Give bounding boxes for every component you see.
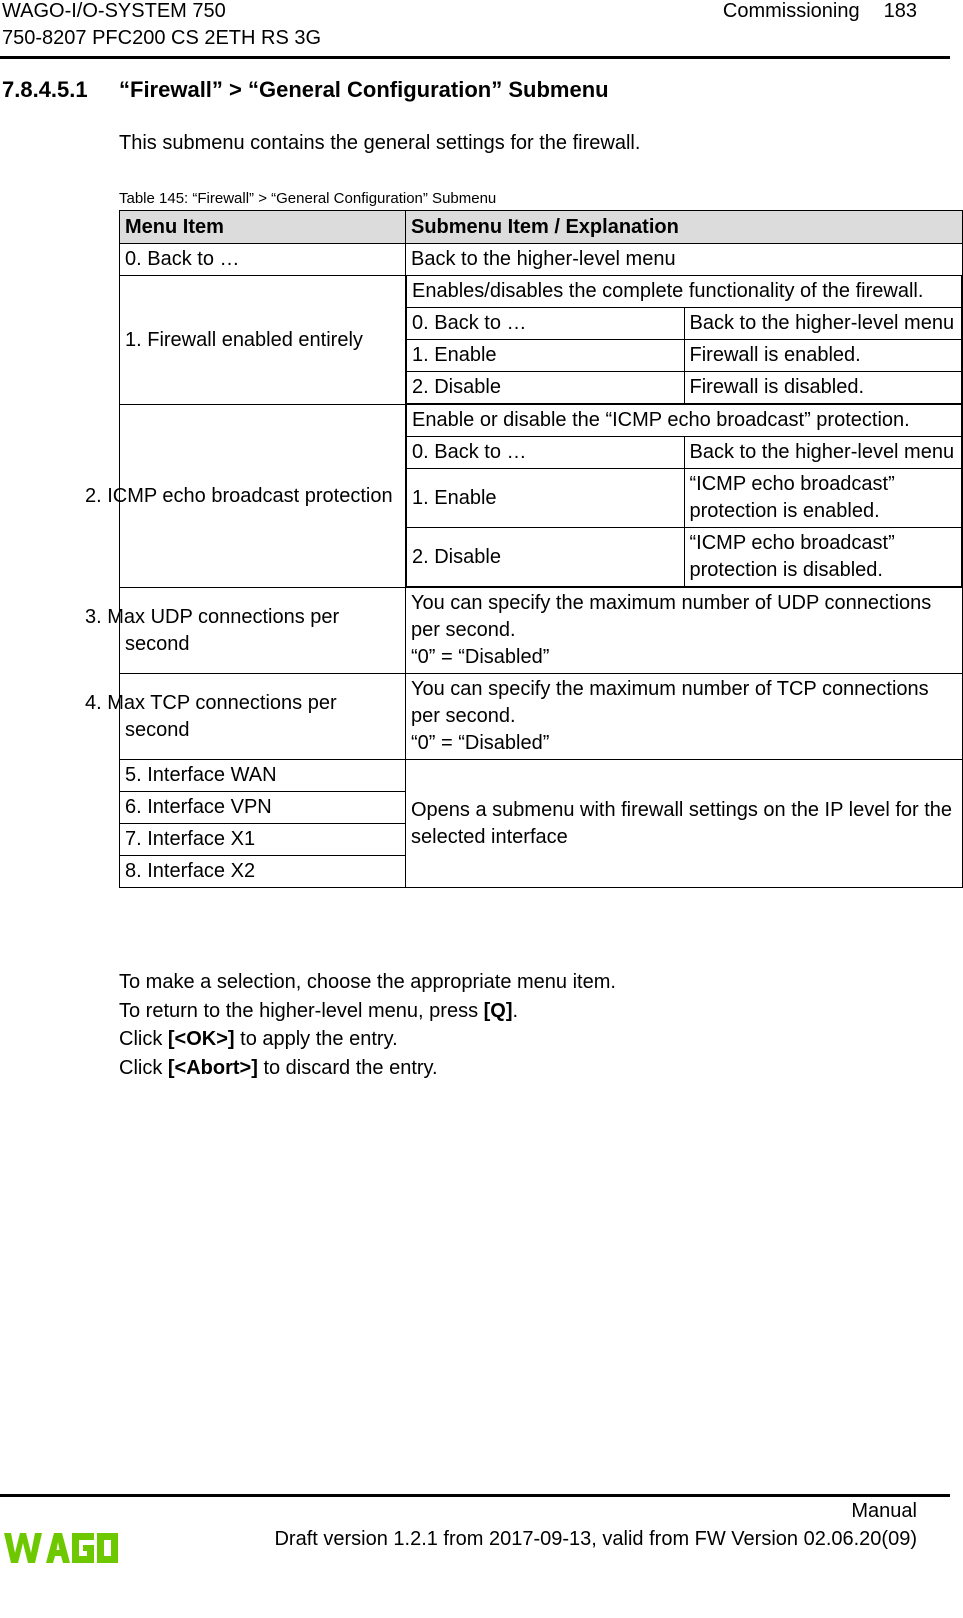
option-key: 2. Disable (407, 372, 685, 404)
header-system: WAGO-I/O-SYSTEM 750 (2, 0, 226, 22)
icmp-description: Enable or disable the “ICMP echo broadcast” protection. (407, 405, 962, 437)
option-text: Back to the higher-level menu (684, 308, 962, 340)
menu-item-interface-x1: 7. Interface X1 (120, 824, 406, 856)
table-row (120, 588, 963, 674)
page-header-right (723, 0, 917, 25)
option-key: 2. Disable (407, 528, 685, 587)
table-row (120, 276, 963, 405)
option-key: 0. Back to … (407, 437, 685, 469)
footer-divider (0, 1494, 950, 1497)
page-number: 183 (883, 0, 917, 22)
column-header-menu-item: Menu Item (120, 211, 406, 244)
option-text: Back to the higher-level menu (684, 437, 962, 469)
section-number: 7.8.4.5.1 (2, 77, 88, 102)
menu-item-icmp: 2. ICMP echo broadcast protection (120, 405, 406, 588)
menu-table (85, 210, 963, 888)
menu-item-udp: 3. Max UDP connections per second (120, 588, 406, 674)
table-row (120, 760, 963, 792)
footer-draft-version: Draft version 1.2.1 from 2017-09-13, valid from FW Version 02.06.20(09) (274, 1528, 917, 1550)
header-divider (0, 56, 950, 59)
menu-item-back: 0. Back to … (120, 244, 406, 276)
header-device: 750-8207 PFC200 CS 2ETH RS 3G (2, 27, 322, 49)
udp-note: “0” = “Disabled” (411, 646, 550, 668)
key-q: [Q] (483, 999, 513, 1022)
option-text: “ICMP echo broadcast” protection is enabled. (684, 469, 962, 528)
instruction-line: Click [<Abort>] to discard the entry. (119, 1056, 438, 1079)
table-row (120, 244, 963, 276)
instruction-line: Click [<OK>] to apply the entry. (119, 1028, 398, 1050)
option-key: 1. Enable (407, 340, 685, 372)
page-header-left (2, 0, 321, 52)
wago-logo (2, 1525, 120, 1569)
table-header-row (120, 211, 963, 244)
table-row (120, 674, 963, 760)
table-row (120, 405, 963, 588)
instruction-line: To make a selection, choose the appropriate menu item. (119, 971, 616, 993)
option-key: 0. Back to … (407, 308, 685, 340)
menu-item-back-text: Back to the higher-level menu (406, 244, 963, 276)
menu-item-tcp: 4. Max TCP connections per second (120, 674, 406, 760)
option-row (407, 340, 962, 372)
header-chapter: Commissioning (722, 0, 860, 22)
option-key: 1. Enable (407, 469, 685, 528)
instructions (119, 968, 616, 1082)
menu-item-firewall: 1. Firewall enabled entirely (120, 276, 406, 405)
section-title: “Firewall” > “General Configuration” Submenu (119, 77, 609, 102)
firewall-description: Enables/disables the complete functionality of the firewall. (407, 276, 962, 308)
icmp-options (406, 405, 962, 587)
option-row (407, 437, 962, 469)
interfaces-description: Opens a submenu with firewall settings on the IP level for the selected interface (406, 760, 963, 888)
option-text: “ICMP echo broadcast” protection is disabled. (684, 528, 962, 587)
firewall-options (406, 276, 962, 404)
option-text: Firewall is disabled. (684, 372, 962, 404)
menu-item-interface-wan: 5. Interface WAN (120, 760, 406, 792)
option-row (407, 469, 962, 528)
column-header-explanation: Submenu Item / Explanation (406, 211, 963, 244)
udp-description: You can specify the maximum number of UDP connections per second. (411, 592, 932, 641)
table-caption: Table 145: “Firewall” > “General Configuration” Submenu (119, 190, 497, 207)
tcp-note: “0” = “Disabled” (411, 732, 550, 754)
footer-manual: Manual (851, 1500, 917, 1522)
menu-item-interface-x2: 8. Interface X2 (120, 856, 406, 888)
option-row (407, 528, 962, 587)
section-intro: This submenu contains the general settings for the firewall. (119, 132, 641, 154)
option-row (407, 372, 962, 404)
option-row (407, 308, 962, 340)
tcp-description: You can specify the maximum number of TCP connections per second. (411, 678, 929, 727)
key-ok: [<OK>] (167, 1028, 235, 1050)
key-abort: [<Abort>] (167, 1056, 258, 1079)
option-text: Firewall is enabled. (684, 340, 962, 372)
instruction-line: To return to the higher-level menu, press [Q]. (119, 999, 519, 1022)
menu-item-interface-vpn: 6. Interface VPN (120, 792, 406, 824)
